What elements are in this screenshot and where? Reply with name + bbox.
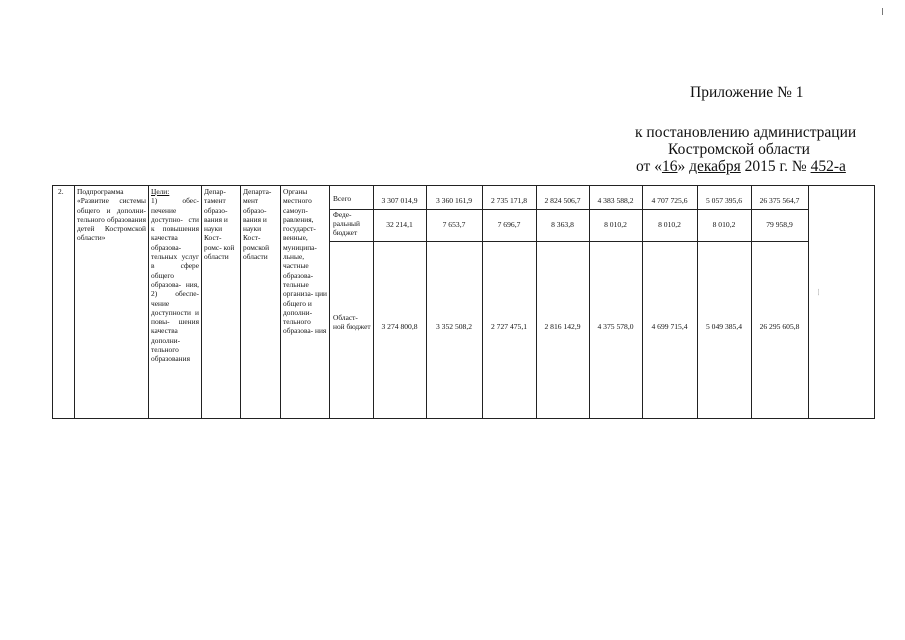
date-mid: »	[677, 158, 690, 175]
value-cell: 5 049 385,4	[705, 322, 743, 331]
col-sep	[201, 185, 202, 419]
value-cell: 7 653,7	[442, 220, 466, 229]
value-cell: 4 707 725,6	[651, 196, 688, 205]
row-number: 2.	[58, 187, 64, 196]
col-sep	[148, 185, 149, 419]
value-cell: 8 363,8	[551, 220, 574, 229]
value-cell: 2 824 506,7	[544, 196, 581, 205]
col-sep	[74, 185, 75, 419]
value-cell: 2 727 475,1	[490, 322, 528, 331]
resolution-line-2: Костромской области	[668, 141, 810, 158]
date-month: декабря	[689, 158, 741, 175]
value-cell: 3 360 161,9	[435, 196, 473, 205]
coexecutor-cell: Департа- мент образо- вания и науки Кост- ромской области	[243, 187, 272, 262]
source-label-regional: Област- ной бюджет	[333, 313, 371, 331]
value-cell: 4 375 578,0	[597, 322, 634, 331]
table-left-border	[52, 185, 53, 419]
value-cell: 79 958,9	[766, 220, 793, 229]
value-cell: 8 010,2	[604, 220, 627, 229]
source-label-federal: Феде- ральный бюджет	[333, 210, 360, 237]
value-cell: 2 816 142,9	[544, 322, 581, 331]
value-cell: 8 010,2	[658, 220, 681, 229]
value-cell: 7 696,7	[497, 220, 521, 229]
participants-cell: Органы местного самоуп- равления, государст- венные, муниципа- льные, частные образова- тельные организа- ции общего и дополни- тельного образова- ния	[283, 187, 327, 336]
col-sep	[329, 185, 330, 419]
scan-side-mark: ㅡ	[813, 288, 822, 296]
col-sep	[280, 185, 281, 419]
goals-title: Цели:	[151, 187, 170, 196]
value-cell: 3 352 508,2	[435, 322, 473, 331]
resolution-line-1: к постановлению администрации	[635, 124, 857, 141]
value-cell: 2 735 171,8	[490, 196, 528, 205]
table-right-border	[874, 185, 875, 419]
date-year: 2015 г. №	[740, 158, 811, 175]
date-day: 16	[661, 158, 678, 175]
subprogram-name: Подпрограмма «Развитие системы общего и дополни- тельного образования детей Костромской области»	[77, 187, 146, 243]
executor-cell: Депар- тамент образо- вания и науки Кост- ромс- кой области	[204, 187, 235, 262]
source-label-total: Всего	[333, 194, 352, 203]
value-cell: 4 699 715,4	[651, 322, 688, 331]
row-sep	[329, 209, 809, 210]
value-cell: 3 307 014,9	[381, 196, 418, 205]
date-prefix: от «	[636, 158, 662, 175]
value-cell: 26 295 605,8	[759, 322, 800, 331]
value-cell: 3 274 800,8	[381, 322, 418, 331]
value-cell: 5 057 395,6	[705, 196, 743, 205]
col-sep	[240, 185, 241, 419]
appendix-title: Приложение № 1	[690, 84, 804, 101]
value-cell: 8 010,2	[712, 220, 736, 229]
value-cell: 4 383 588,2	[597, 196, 634, 205]
goals-cell	[151, 187, 199, 364]
value-cell: 26 375 564,7	[759, 196, 800, 205]
row-sep	[329, 241, 809, 242]
value-cell: 32 214,1	[386, 220, 413, 229]
goals-text: 1) обес- печение доступно- сти к повышения качества образова- тельных услуг в сфере общего образова- ния, 2) обеспе- чение доступности и повы- шения качества дополни- тельного образования	[151, 196, 199, 364]
resolution-number: 452-а	[810, 158, 846, 175]
col-sep	[808, 185, 809, 419]
